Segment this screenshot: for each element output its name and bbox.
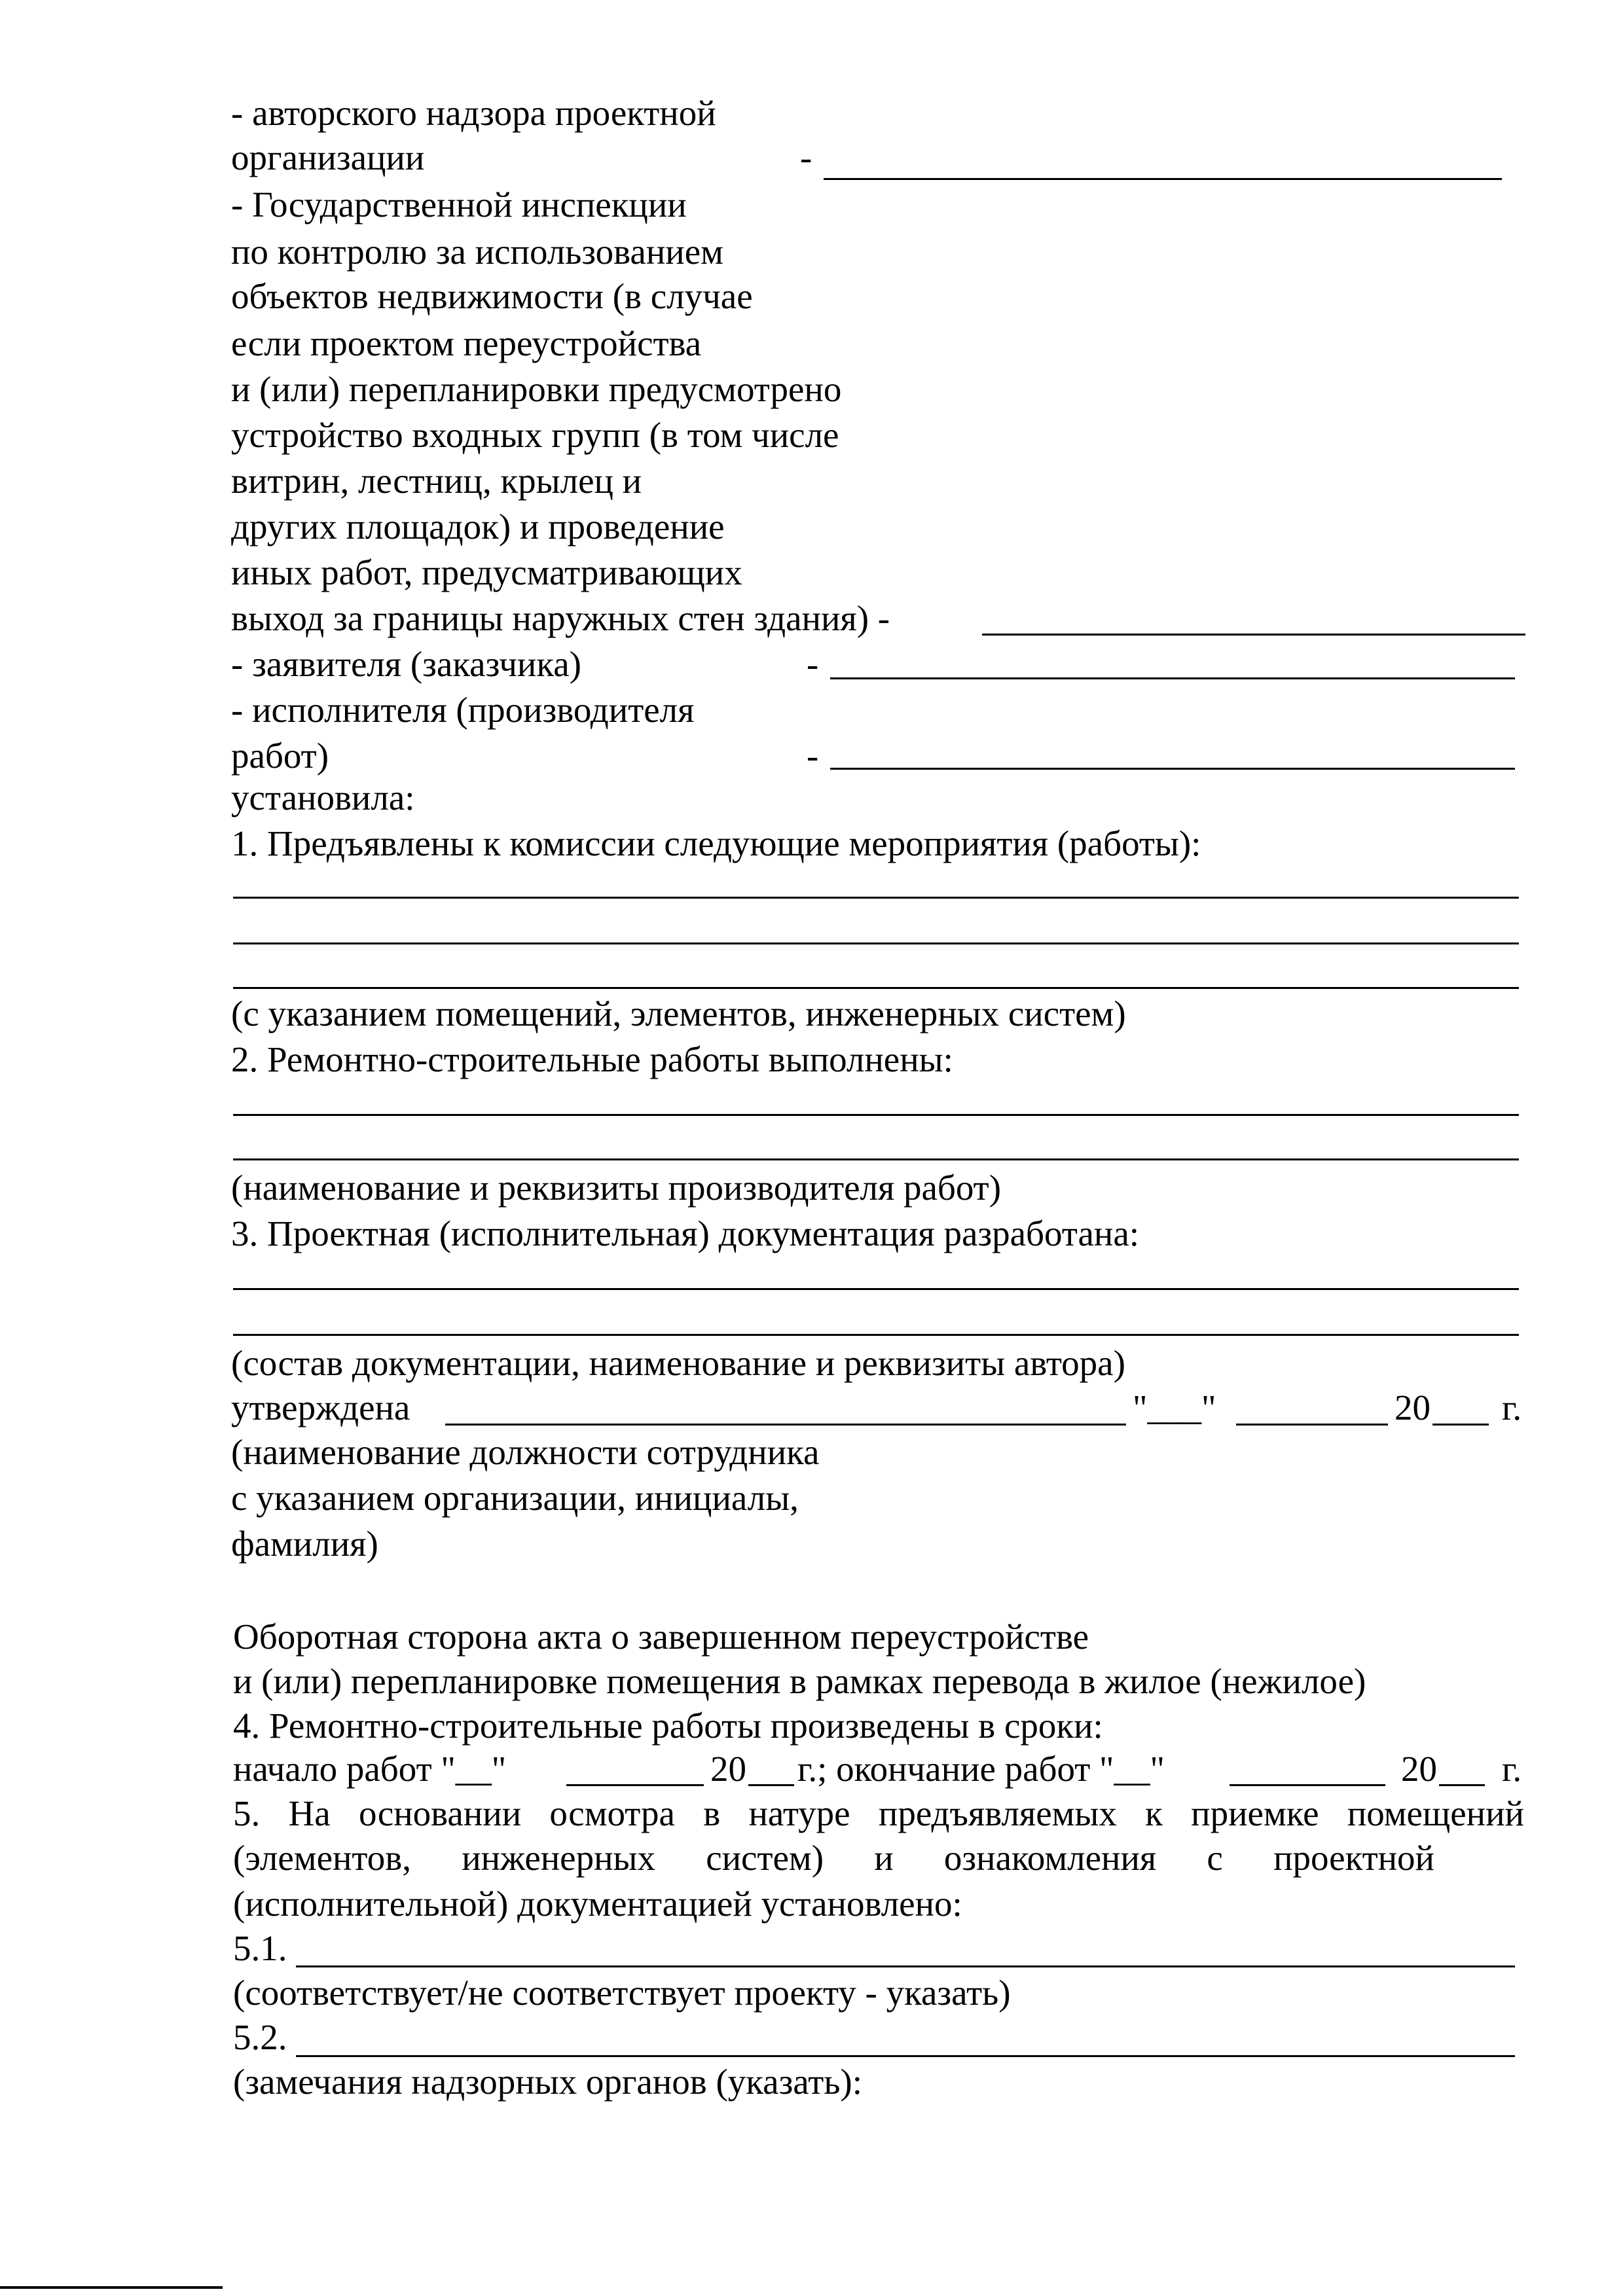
start-year-prefix: 20 bbox=[710, 1749, 746, 1789]
text-line: иных работ, предусматривающих bbox=[231, 552, 742, 592]
text-line: с указанием организации, инициалы, bbox=[231, 1478, 799, 1518]
text-line: - авторского надзора проектной bbox=[231, 93, 716, 133]
text-line: - исполнителя (производителя bbox=[231, 690, 695, 730]
text-line: работ) bbox=[231, 736, 329, 776]
fill-line-item3[interactable] bbox=[233, 1288, 1519, 1290]
fill-line-author-supervision[interactable] bbox=[824, 178, 1502, 180]
fill-line-approved-by[interactable] bbox=[445, 1424, 1126, 1426]
reverse-title: Оборотная сторона акта о завершенном переустройстве bbox=[233, 1617, 1089, 1657]
fill-line-start-year[interactable] bbox=[748, 1784, 794, 1786]
item5-text: 5. На основании осмотра в натуре предъявляемых к приемке помещений bbox=[233, 1793, 1524, 1833]
reverse-title: и (или) перепланировке помещения в рамках перевода в жилое (нежилое) bbox=[233, 1661, 1366, 1701]
fill-line-contractor[interactable] bbox=[830, 768, 1515, 770]
text-line: устройство входных групп (в том числе bbox=[231, 415, 839, 455]
item1-title: 1. Предъявлены к комиссии следующие мероприятия (работы): bbox=[231, 823, 1201, 863]
text-line: по контролю за использованием bbox=[231, 232, 723, 272]
fill-line-end-year[interactable] bbox=[1439, 1784, 1485, 1786]
fill-line-5-1[interactable] bbox=[296, 1965, 1515, 1967]
fill-line-year[interactable] bbox=[1432, 1424, 1489, 1426]
item5-text: (исполнительной) документацией установлено: bbox=[233, 1884, 962, 1924]
year-prefix: 20 bbox=[1395, 1388, 1431, 1427]
item3-title: 3. Проектная (исполнительная) документация разработана: bbox=[231, 1213, 1140, 1253]
end-label: г.; окончание работ "__" bbox=[797, 1749, 1165, 1789]
approved-label: утверждена bbox=[231, 1388, 410, 1427]
footnote-separator bbox=[0, 2286, 223, 2289]
point-5-2: 5.2. bbox=[233, 2017, 287, 2057]
text-line: установила: bbox=[231, 778, 415, 817]
fill-line-item1[interactable] bbox=[233, 897, 1519, 899]
text-line: организации bbox=[231, 137, 425, 177]
year-suffix: г. bbox=[1502, 1388, 1522, 1427]
fill-line-month[interactable] bbox=[1236, 1424, 1388, 1426]
fill-line-item3[interactable] bbox=[233, 1334, 1519, 1336]
end-year-suffix: г. bbox=[1502, 1749, 1522, 1789]
fill-line-item1[interactable] bbox=[233, 942, 1519, 944]
text-line: витрин, лестниц, крылец и bbox=[231, 461, 642, 501]
item2-caption: (наименование и реквизиты производителя работ) bbox=[231, 1168, 1002, 1208]
fill-line-start-month[interactable] bbox=[566, 1784, 704, 1786]
fill-line-item2[interactable] bbox=[233, 1158, 1519, 1160]
text-line: фамилия) bbox=[231, 1524, 378, 1564]
text-line: выход за границы наружных стен здания) - bbox=[231, 598, 890, 638]
fill-line-inspection[interactable] bbox=[982, 634, 1525, 636]
fill-line-item1[interactable] bbox=[233, 987, 1519, 989]
point-5-2-caption: (замечания надзорных органов (указать): bbox=[233, 2062, 862, 2102]
end-year-prefix: 20 bbox=[1401, 1749, 1437, 1789]
item3-caption: (состав документации, наименование и реквизиты автора) bbox=[231, 1343, 1125, 1383]
fill-line-applicant[interactable] bbox=[830, 677, 1515, 679]
text-line: - Государственной инспекции bbox=[231, 185, 687, 224]
item2-title: 2. Ремонтно-строительные работы выполнены: bbox=[231, 1039, 953, 1079]
fill-line-item2[interactable] bbox=[233, 1114, 1519, 1116]
text-line: других площадок) и проведение bbox=[231, 507, 725, 547]
text-line: и (или) перепланировки предусмотрено bbox=[231, 369, 842, 409]
day-quotes: "___" bbox=[1133, 1388, 1216, 1427]
dash: - bbox=[807, 736, 819, 776]
dash: - bbox=[807, 644, 819, 684]
item1-caption: (с указанием помещений, элементов, инженерных систем) bbox=[231, 994, 1126, 1033]
point-5-1-caption: (соответствует/не соответствует проекту - указать) bbox=[233, 1973, 1011, 2013]
text-line: (наименование должности сотрудника bbox=[231, 1432, 820, 1472]
start-label: начало работ "__" bbox=[233, 1749, 507, 1789]
item5-text: (элементов, инженерных систем) и ознакомления с проектной bbox=[233, 1838, 1434, 1878]
fill-line-end-month[interactable] bbox=[1230, 1784, 1385, 1786]
dash: - bbox=[800, 137, 812, 177]
point-5-1: 5.1. bbox=[233, 1928, 287, 1968]
text-line: - заявителя (заказчика) bbox=[231, 644, 581, 684]
fill-line-5-2[interactable] bbox=[296, 2055, 1515, 2057]
text-line: если проектом переустройства bbox=[231, 323, 702, 363]
item4-title: 4. Ремонтно-строительные работы произведены в сроки: bbox=[233, 1706, 1103, 1746]
text-line: объектов недвижимости (в случае bbox=[231, 276, 753, 316]
